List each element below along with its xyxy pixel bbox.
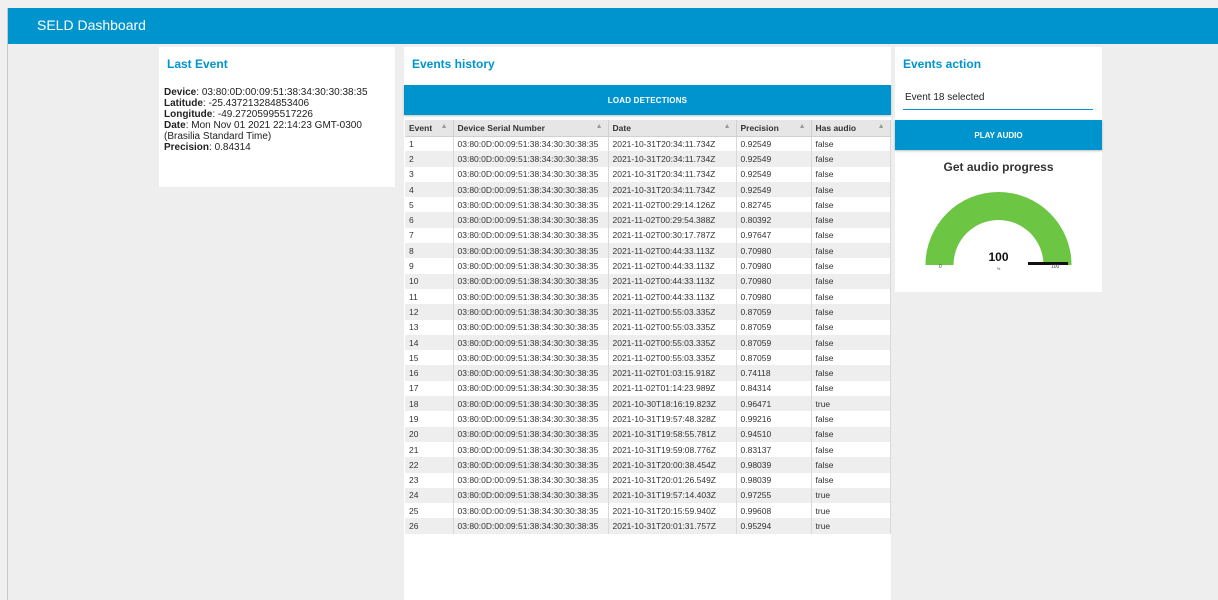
table-row[interactable] <box>405 381 890 396</box>
table-cell: 03:80:0D:00:09:51:38:34:30:30:38:35 <box>453 335 608 350</box>
selected-event-field[interactable]: Event 18 selected <box>903 92 1093 110</box>
table-cell: false <box>811 365 890 380</box>
table-cell: 15 <box>405 350 453 365</box>
table-cell: 2021-10-31T20:34:11.734Z <box>608 151 736 166</box>
top-bar <box>8 8 1218 44</box>
table-cell: 0.97255 <box>736 488 811 503</box>
table-cell: 16 <box>405 365 453 380</box>
table-cell: false <box>811 289 890 304</box>
table-cell: 0.92549 <box>736 182 811 197</box>
table-cell: 03:80:0D:00:09:51:38:34:30:30:38:35 <box>453 136 608 151</box>
table-cell: 10 <box>405 274 453 289</box>
table-row[interactable] <box>405 289 890 304</box>
table-cell: 2021-10-31T20:01:26.549Z <box>608 473 736 488</box>
table-cell: 03:80:0D:00:09:51:38:34:30:30:38:35 <box>453 365 608 380</box>
table-cell: 0.80392 <box>736 212 811 227</box>
table-cell: 2021-11-02T00:55:03.335Z <box>608 320 736 335</box>
table-cell: 0.87059 <box>736 350 811 365</box>
longitude-label: Longitude <box>164 109 213 120</box>
column-header-label: Event <box>409 122 433 133</box>
table-row[interactable] <box>405 304 890 319</box>
table-cell: 0.87059 <box>736 304 811 319</box>
latitude-label: Latitude <box>164 98 203 109</box>
longitude-value: -49.27205995517226 <box>217 109 313 120</box>
table-cell: 0.96471 <box>736 396 811 411</box>
gauge-min-label: 0 <box>939 264 942 270</box>
table-cell: 8 <box>405 243 453 258</box>
table-row[interactable] <box>405 350 890 365</box>
table-header-row <box>405 120 890 136</box>
precision-value: 0.84314 <box>214 142 251 153</box>
table-cell: 0.92549 <box>736 167 811 182</box>
table-row[interactable] <box>405 197 890 212</box>
table-row[interactable] <box>405 167 890 182</box>
table-cell: 0.83137 <box>736 442 811 457</box>
table-cell: 0.98039 <box>736 473 811 488</box>
table-row[interactable] <box>405 320 890 335</box>
table-cell: 0.84314 <box>736 381 811 396</box>
table-cell: true <box>811 396 890 411</box>
table-cell: 1 <box>405 136 453 151</box>
table-cell: 2021-10-31T19:58:55.781Z <box>608 427 736 442</box>
sort-arrow-icon[interactable]: ▲ <box>877 123 885 130</box>
table-cell: false <box>811 136 890 151</box>
table-cell: false <box>811 427 890 442</box>
table-row[interactable] <box>405 396 890 411</box>
sort-arrow-icon[interactable]: ▲ <box>723 123 731 130</box>
table-cell: 03:80:0D:00:09:51:38:34:30:30:38:35 <box>453 381 608 396</box>
table-cell: 0.98039 <box>736 457 811 472</box>
table-cell: 03:80:0D:00:09:51:38:34:30:30:38:35 <box>453 274 608 289</box>
gauge-value: 100 <box>988 250 1009 264</box>
last-event-title: Last Event <box>167 57 228 71</box>
table-cell: true <box>811 518 890 533</box>
table-cell: 11 <box>405 289 453 304</box>
table-cell: 03:80:0D:00:09:51:38:34:30:30:38:35 <box>453 304 608 319</box>
column-header[interactable] <box>453 120 608 136</box>
table-cell: false <box>811 151 890 166</box>
table-cell: 2021-11-02T00:55:03.335Z <box>608 335 736 350</box>
table-cell: 0.82745 <box>736 197 811 212</box>
longitude-line: Longitude: -49.27205995517226 <box>164 109 313 120</box>
date-label: Date <box>164 120 186 131</box>
table-cell: 22 <box>405 457 453 472</box>
table-cell: false <box>811 274 890 289</box>
table-cell: false <box>811 457 890 472</box>
table-cell: 9 <box>405 258 453 273</box>
table-cell: 24 <box>405 488 453 503</box>
table-cell: 03:80:0D:00:09:51:38:34:30:30:38:35 <box>453 289 608 304</box>
events-history-card <box>404 47 891 600</box>
table-cell: 0.74118 <box>736 365 811 380</box>
sort-arrow-icon[interactable]: ▲ <box>798 123 806 130</box>
table-cell: 2021-11-02T00:44:33.113Z <box>608 258 736 273</box>
table-cell: 13 <box>405 320 453 335</box>
table-cell: 7 <box>405 228 453 243</box>
table-cell: 03:80:0D:00:09:51:38:34:30:30:38:35 <box>453 258 608 273</box>
table-cell: 03:80:0D:00:09:51:38:34:30:30:38:35 <box>453 518 608 533</box>
events-history-title: Events history <box>412 57 495 71</box>
events-action-card <box>895 47 1102 292</box>
table-row[interactable] <box>405 488 890 503</box>
table-cell: 14 <box>405 335 453 350</box>
date-value: Mon Nov 01 2021 22:14:23 GMT-0300 (Brasilia Standard Time) <box>164 120 362 142</box>
table-cell: false <box>811 167 890 182</box>
device-line: Device: 03:80:0D:00:09:51:38:34:30:30:38:35 <box>164 87 368 98</box>
table-row[interactable] <box>405 136 890 151</box>
table-cell: 2021-10-31T19:57:48.328Z <box>608 411 736 426</box>
table-cell: 03:80:0D:00:09:51:38:34:30:30:38:35 <box>453 396 608 411</box>
latitude-line: Latitude: -25.437213284853406 <box>164 98 310 109</box>
table-cell: false <box>811 442 890 457</box>
table-cell: 03:80:0D:00:09:51:38:34:30:30:38:35 <box>453 488 608 503</box>
table-row[interactable] <box>405 365 890 380</box>
table-row[interactable] <box>405 457 890 472</box>
table-cell: 0.87059 <box>736 320 811 335</box>
device-value: 03:80:0D:00:09:51:38:34:30:30:38:35 <box>201 87 368 98</box>
column-header-label: Date <box>612 122 631 133</box>
table-cell: 03:80:0D:00:09:51:38:34:30:30:38:35 <box>453 151 608 166</box>
table-cell: false <box>811 304 890 319</box>
table-cell: 2021-10-31T20:00:38.454Z <box>608 457 736 472</box>
table-cell: false <box>811 320 890 335</box>
table-row[interactable] <box>405 442 890 457</box>
table-cell: 23 <box>405 473 453 488</box>
table-cell: true <box>811 488 890 503</box>
column-header-label: Has audio <box>815 122 857 133</box>
table-cell: false <box>811 350 890 365</box>
table-row[interactable] <box>405 258 890 273</box>
table-cell: 0.87059 <box>736 335 811 350</box>
table-cell: 4 <box>405 182 453 197</box>
table-cell: false <box>811 182 890 197</box>
table-cell: false <box>811 197 890 212</box>
table-row[interactable] <box>405 473 890 488</box>
table-cell: false <box>811 258 890 273</box>
table-row[interactable] <box>405 411 890 426</box>
table-cell: 03:80:0D:00:09:51:38:34:30:30:38:35 <box>453 473 608 488</box>
events-table-body <box>405 136 890 534</box>
table-cell: 0.99216 <box>736 411 811 426</box>
column-header[interactable] <box>608 120 736 136</box>
last-event-card <box>159 47 395 187</box>
table-cell: false <box>811 473 890 488</box>
table-cell: 0.97647 <box>736 228 811 243</box>
table-cell: 18 <box>405 396 453 411</box>
last-event-details <box>164 87 390 153</box>
table-cell: 0.92549 <box>736 136 811 151</box>
table-cell: 2021-10-31T20:34:11.734Z <box>608 167 736 182</box>
table-row[interactable] <box>405 335 890 350</box>
column-header[interactable] <box>811 120 890 136</box>
table-cell: 2021-10-31T19:57:14.403Z <box>608 488 736 503</box>
table-cell: 03:80:0D:00:09:51:38:34:30:30:38:35 <box>453 228 608 243</box>
table-row[interactable] <box>405 182 890 197</box>
table-cell: false <box>811 335 890 350</box>
table-cell: 0.70980 <box>736 243 811 258</box>
table-cell: 0.95294 <box>736 518 811 533</box>
column-header-label: Precision <box>740 122 779 133</box>
table-cell: 0.99608 <box>736 503 811 518</box>
table-cell: false <box>811 381 890 396</box>
table-cell: 03:80:0D:00:09:51:38:34:30:30:38:35 <box>453 182 608 197</box>
table-cell: false <box>811 411 890 426</box>
table-cell: 03:80:0D:00:09:51:38:34:30:30:38:35 <box>453 212 608 227</box>
column-header[interactable] <box>405 120 453 136</box>
table-cell: 0.70980 <box>736 258 811 273</box>
table-cell: 19 <box>405 411 453 426</box>
table-cell: 2021-11-02T00:44:33.113Z <box>608 289 736 304</box>
table-cell: 2021-11-02T01:03:15.918Z <box>608 365 736 380</box>
table-cell: 2021-11-02T00:44:33.113Z <box>608 243 736 258</box>
table-cell: 2021-10-31T20:01:31.757Z <box>608 518 736 533</box>
table-cell: 25 <box>405 503 453 518</box>
precision-line: Precision: 0.84314 <box>164 142 251 153</box>
table-cell: 21 <box>405 442 453 457</box>
gauge-unit: % <box>996 266 1001 271</box>
table-row[interactable] <box>405 503 890 518</box>
table-row[interactable] <box>405 243 890 258</box>
table-cell: 5 <box>405 197 453 212</box>
table-cell: 2021-11-02T00:55:03.335Z <box>608 350 736 365</box>
table-cell: false <box>811 212 890 227</box>
table-cell: 0.92549 <box>736 151 811 166</box>
table-cell: 2021-11-02T00:30:17.787Z <box>608 228 736 243</box>
table-cell: 6 <box>405 212 453 227</box>
table-cell: 03:80:0D:00:09:51:38:34:30:30:38:35 <box>453 411 608 426</box>
table-cell: 26 <box>405 518 453 533</box>
table-cell: 0.70980 <box>736 289 811 304</box>
device-label: Device <box>164 87 197 98</box>
app-title: SELD Dashboard <box>37 17 146 33</box>
table-row[interactable] <box>405 427 890 442</box>
table-cell: 03:80:0D:00:09:51:38:34:30:30:38:35 <box>453 442 608 457</box>
table-cell: 2021-11-02T01:14:23.989Z <box>608 381 736 396</box>
table-cell: 03:80:0D:00:09:51:38:34:30:30:38:35 <box>453 197 608 212</box>
latitude-value: -25.437213284853406 <box>208 98 310 109</box>
table-cell: 3 <box>405 167 453 182</box>
table-cell: 2021-11-02T00:29:14.126Z <box>608 197 736 212</box>
column-header-label: Device Serial Number <box>457 122 545 133</box>
table-row[interactable] <box>405 518 890 533</box>
table-cell: 12 <box>405 304 453 319</box>
events-action-title: Events action <box>903 57 982 71</box>
table-row[interactable] <box>405 274 890 289</box>
table-cell: 2 <box>405 151 453 166</box>
table-cell: true <box>811 503 890 518</box>
date-line: Date: Mon Nov 01 2021 22:14:23 GMT-0300 (Brasilia Standard Time) <box>164 120 362 142</box>
load-detections-button[interactable]: LOAD DETECTIONS <box>404 85 891 115</box>
table-cell: 03:80:0D:00:09:51:38:34:30:30:38:35 <box>453 350 608 365</box>
sort-arrow-icon[interactable]: ▲ <box>595 123 603 130</box>
table-row[interactable] <box>405 212 890 227</box>
table-cell: 2021-10-31T19:59:08.776Z <box>608 442 736 457</box>
table-row[interactable] <box>405 151 890 166</box>
gauge-title: Get audio progress <box>943 160 1054 174</box>
play-audio-button[interactable]: PLAY AUDIO <box>895 120 1102 150</box>
table-cell: 2021-10-31T20:15:59.940Z <box>608 503 736 518</box>
table-cell: 03:80:0D:00:09:51:38:34:30:30:38:35 <box>453 457 608 472</box>
table-cell: 20 <box>405 427 453 442</box>
table-cell: 17 <box>405 381 453 396</box>
table-cell: 2021-10-31T20:34:11.734Z <box>608 182 736 197</box>
table-cell: 2021-11-02T00:29:54.388Z <box>608 212 736 227</box>
table-cell: 03:80:0D:00:09:51:38:34:30:30:38:35 <box>453 320 608 335</box>
table-cell: false <box>811 228 890 243</box>
table-cell: 03:80:0D:00:09:51:38:34:30:30:38:35 <box>453 503 608 518</box>
table-cell: 2021-11-02T00:55:03.335Z <box>608 304 736 319</box>
table-cell: 03:80:0D:00:09:51:38:34:30:30:38:35 <box>453 243 608 258</box>
table-cell: 0.94510 <box>736 427 811 442</box>
table-cell: false <box>811 243 890 258</box>
gauge-max-label: 100 <box>1051 264 1060 270</box>
sort-arrow-icon[interactable]: ▲ <box>440 123 448 130</box>
table-cell: 2021-11-02T00:44:33.113Z <box>608 274 736 289</box>
table-row[interactable] <box>405 228 890 243</box>
table-cell: 2021-10-30T18:16:19.823Z <box>608 396 736 411</box>
table-cell: 03:80:0D:00:09:51:38:34:30:30:38:35 <box>453 167 608 182</box>
column-header[interactable] <box>736 120 811 136</box>
table-cell: 2021-10-31T20:34:11.734Z <box>608 136 736 151</box>
table-cell: 03:80:0D:00:09:51:38:34:30:30:38:35 <box>453 427 608 442</box>
precision-label: Precision <box>164 142 210 153</box>
events-table <box>405 120 891 534</box>
table-cell: 0.70980 <box>736 274 811 289</box>
